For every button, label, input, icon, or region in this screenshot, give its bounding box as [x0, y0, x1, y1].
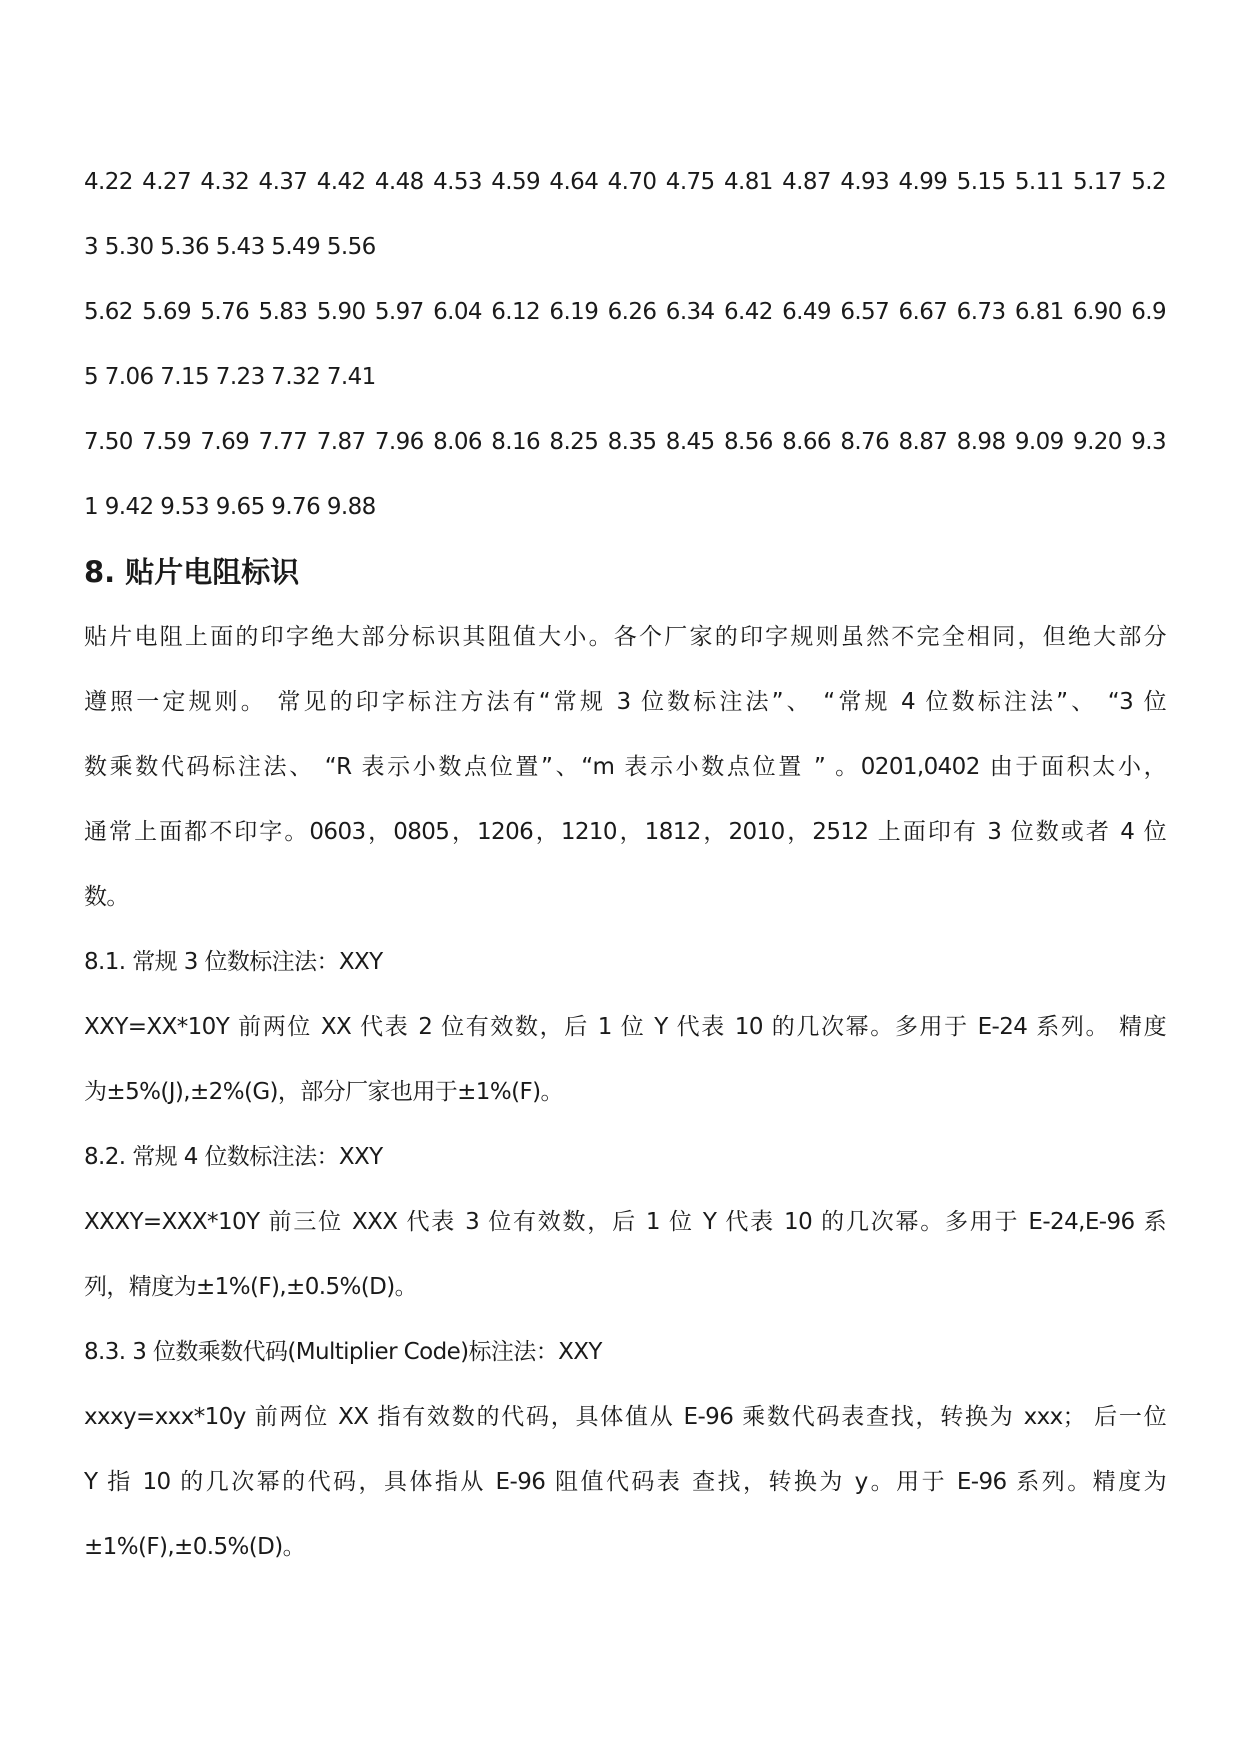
paragraph-line: xxxy=xxx*10y 前两位 XX 指有效数的代码，具体值从 E-96 乘数代码表查找，转换为 xxx； 后一位 — [84, 1404, 1166, 1430]
paragraph-line: 数乘数代码标注法、 “R 表示小数点位置”、“m 表示小数点位置 ” 。0201,0402 由于面积太小， — [84, 754, 1166, 780]
section-heading: 8. 贴片电阻标识 — [84, 555, 300, 589]
paragraph-line: Y 指 10 的几次幂的代码，具体指从 E-96 阻值代码表 查找，转换为 y。用于 E-96 系列。精度为 — [84, 1469, 1166, 1495]
subsection-heading: 8.1. 常规 3 位数标注法：XXY — [84, 949, 383, 975]
value-list-line: 5.62 5.69 5.76 5.83 5.90 5.97 6.04 6.12 6.19 6.26 6.34 6.42 6.49 6.57 6.67 6.73 6.81 6.90 6.9 — [84, 299, 1166, 325]
subsection-heading: 8.3. 3 位数乘数代码(Multiplier Code)标注法：XXY — [84, 1339, 602, 1365]
paragraph-line: 为±5%(J),±2%(G)，部分厂家也用于±1%(F)。 — [84, 1079, 563, 1105]
paragraph-line: 列，精度为±1%(F),±0.5%(D)。 — [84, 1274, 418, 1300]
paragraph-line: XXXY=XXX*10Y 前三位 XXX 代表 3 位有效数，后 1 位 Y 代表 10 的几次幂。多用于 E-24,E-96 系 — [84, 1209, 1166, 1235]
subsection-heading: 8.2. 常规 4 位数标注法：XXY — [84, 1144, 383, 1170]
paragraph-line: 通常上面都不印字。0603，0805，1206，1210，1812，2010，2512 上面印有 3 位数或者 4 位 — [84, 819, 1166, 845]
paragraph-line: XXY=XX*10Y 前两位 XX 代表 2 位有效数，后 1 位 Y 代表 10 的几次幂。多用于 E-24 系列。 精度 — [84, 1014, 1166, 1040]
value-list-line: 5 7.06 7.15 7.23 7.32 7.41 — [84, 364, 376, 390]
value-list-line: 7.50 7.59 7.69 7.77 7.87 7.96 8.06 8.16 8.25 8.35 8.45 8.56 8.66 8.76 8.87 8.98 9.09 9.20 9.3 — [84, 429, 1166, 455]
page-content — [84, 150, 1166, 1580]
paragraph-line: 贴片电阻上面的印字绝大部分标识其阻值大小。各个厂家的印字规则虽然不完全相同，但绝大部分 — [84, 624, 1166, 650]
value-list-line: 3 5.30 5.36 5.43 5.49 5.56 — [84, 234, 376, 260]
value-list-line: 1 9.42 9.53 9.65 9.76 9.88 — [84, 494, 376, 520]
paragraph-line: ±1%(F),±0.5%(D)。 — [84, 1534, 306, 1560]
value-list-line: 4.22 4.27 4.32 4.37 4.42 4.48 4.53 4.59 4.64 4.70 4.75 4.81 4.87 4.93 4.99 5.15 5.11 5.17 5.2 — [84, 169, 1166, 195]
paragraph-line: 遵照一定规则。 常见的印字标注方法有“常规 3 位数标注法”、 “常规 4 位数标注法”、 “3 位 — [84, 689, 1166, 715]
paragraph-line: 数。 — [84, 884, 129, 910]
